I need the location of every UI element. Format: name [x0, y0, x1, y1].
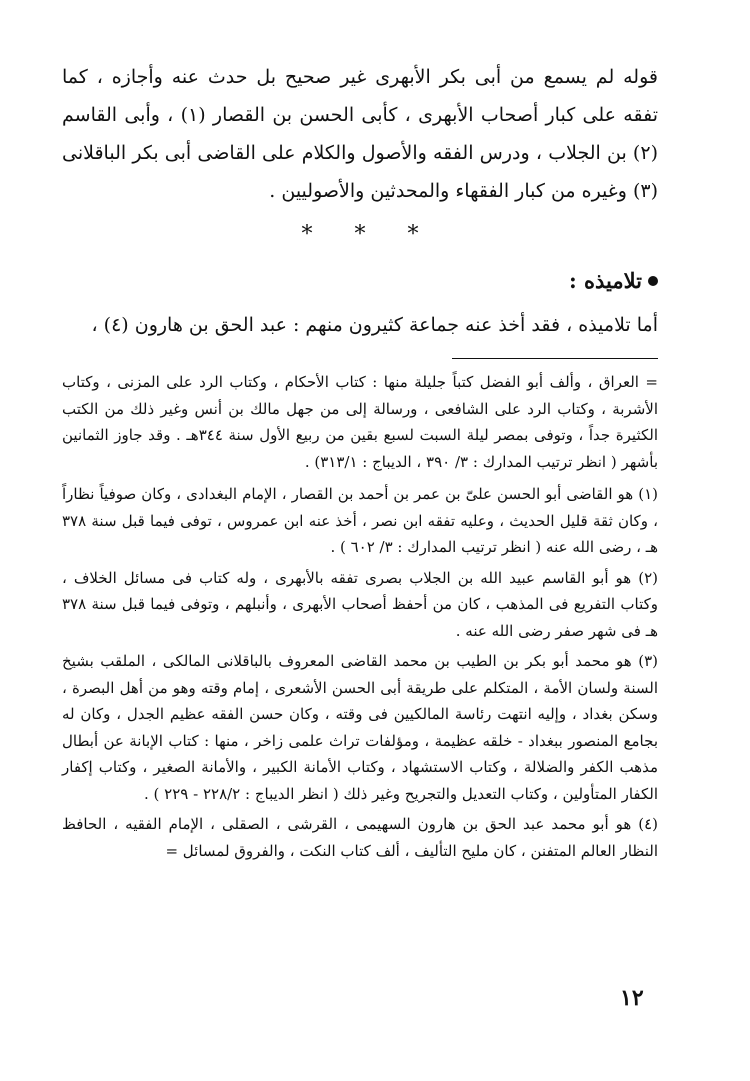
footnote-continuation: = العراق ، وألف أبو الفضل كتباً جليلة منها : كتاب الأحكام ، وكتاب الرد على المزنى ، وكتاب الأشربة ، وكتاب الرد على الشافعى ، ورسالة إلى من جهل مالك بن أنس وغير ذلك من الكتب الكثيرة جداً ، وتوفى بمصر ليلة السبت لسبع بقين من ربيع الأول سنة ٣٤٤هـ . وقد جاوز الثمانين بأشهر ( انظر ترتيب المدارك : ٣/ ٣٩٠ ، الديباج : ٣١٣/١) .: [62, 373, 659, 471]
main-text: [62, 58, 658, 344]
page-number: ١٢: [620, 985, 644, 1011]
section-heading: [62, 264, 658, 298]
main-paragraph-2: أما تلاميذه ، فقد أخذ عنه جماعة كثيرون منهم : عبد الحق بن هارون (٤) ،: [91, 314, 658, 336]
footnotes: [62, 369, 658, 864]
bullet-icon: [648, 276, 658, 286]
footnote-2: (٢) هو أبو القاسم عبيد الله بن الجلاب بصرى تفقه بالأبهرى ، وله كتاب فى مسائل الخلاف ، وكتاب التفريع فى المذهب ، كان من أحفظ أصحاب الأبهرى ، وأنبلهم ، وتوفى فيما قبل سنة ٣٧٨ هـ فى شهر صفر رضى الله عنه .: [62, 568, 658, 640]
separator-star-icon: *: [354, 222, 366, 247]
section-separator: [62, 216, 658, 254]
main-paragraph-1: قوله لم يسمع من أبى بكر الأبهرى غير صحيح بل حدث عنه وأجازه ، كما تفقه على كبار أصحاب الأبهرى ، كأبى الحسن بن القصار (١) ، وأبى القاسم (٢) بن الجلاب ، ودرس الفقه والأصول والكلام على القاضى أبى بكر الباقلانى (٣) وغيره من كبار الفقهاء والمحدثين والأصوليين .: [62, 66, 658, 202]
separator-star-icon: *: [407, 222, 419, 247]
footnote-3: (٣) هو محمد أبو بكر بن الطيب بن محمد القاضى المعروف بالباقلانى المالكى ، الملقب بشيخ السنة ولسان الأمة ، المتكلم على طريقة أبى الحسن الأشعرى ، إمام وقته وهو من أهل البصرة ، وسكن بغداد ، وإليه انتهت رئاسة المالكيين فى وقته ، وكان حسن الفقه عظيم الجدل ، وكان له بجامع المنصور ببغداد - خلقه عظيمة ، ومؤلفات تراث علمى زاخر ، منها : كتاب الإبانة عن أبطال مذهب الكفر والضلالة ، وكتاب الاستشهاد ، وكتاب الأمانة الكبير ، والأمانة الصغير ، وكتاب إكفار الكفار المتأولين ، وكتاب التعديل والتجريح وغير ذلك ( انظر الديباج : ٢٢٨/٢ - ٢٢٩ ) .: [62, 652, 658, 803]
footnote-1: (١) هو القاضى أبو الحسن علىّ بن عمر بن أحمد بن القصار ، الإمام البغدادى ، وكان صوفياً نظاراً ، وكان ثقة قليل الحديث ، وعليه تفقه ابن نصر ، أخذ عنه ابن عمروس ، توفى فيما قبل سنة ٣٧٨ هـ ، رضى الله عنه ( انظر ترتيب المدارك : ٣/ ٦٠٢ ) .: [62, 485, 658, 556]
separator-star-icon: *: [301, 222, 313, 247]
footnote-4: (٤) هو أبو محمد عبد الحق بن هارون السهيمى ، القرشى ، الصقلى ، الإمام الفقيه ، الحافظ النظار العالم المتفنن ، كان مليح التأليف ، ألف كتاب النكت ، والفروق لمسائل =: [62, 815, 658, 860]
section-heading-text: تلاميذه :: [568, 268, 642, 293]
footnote-divider: [452, 358, 658, 359]
